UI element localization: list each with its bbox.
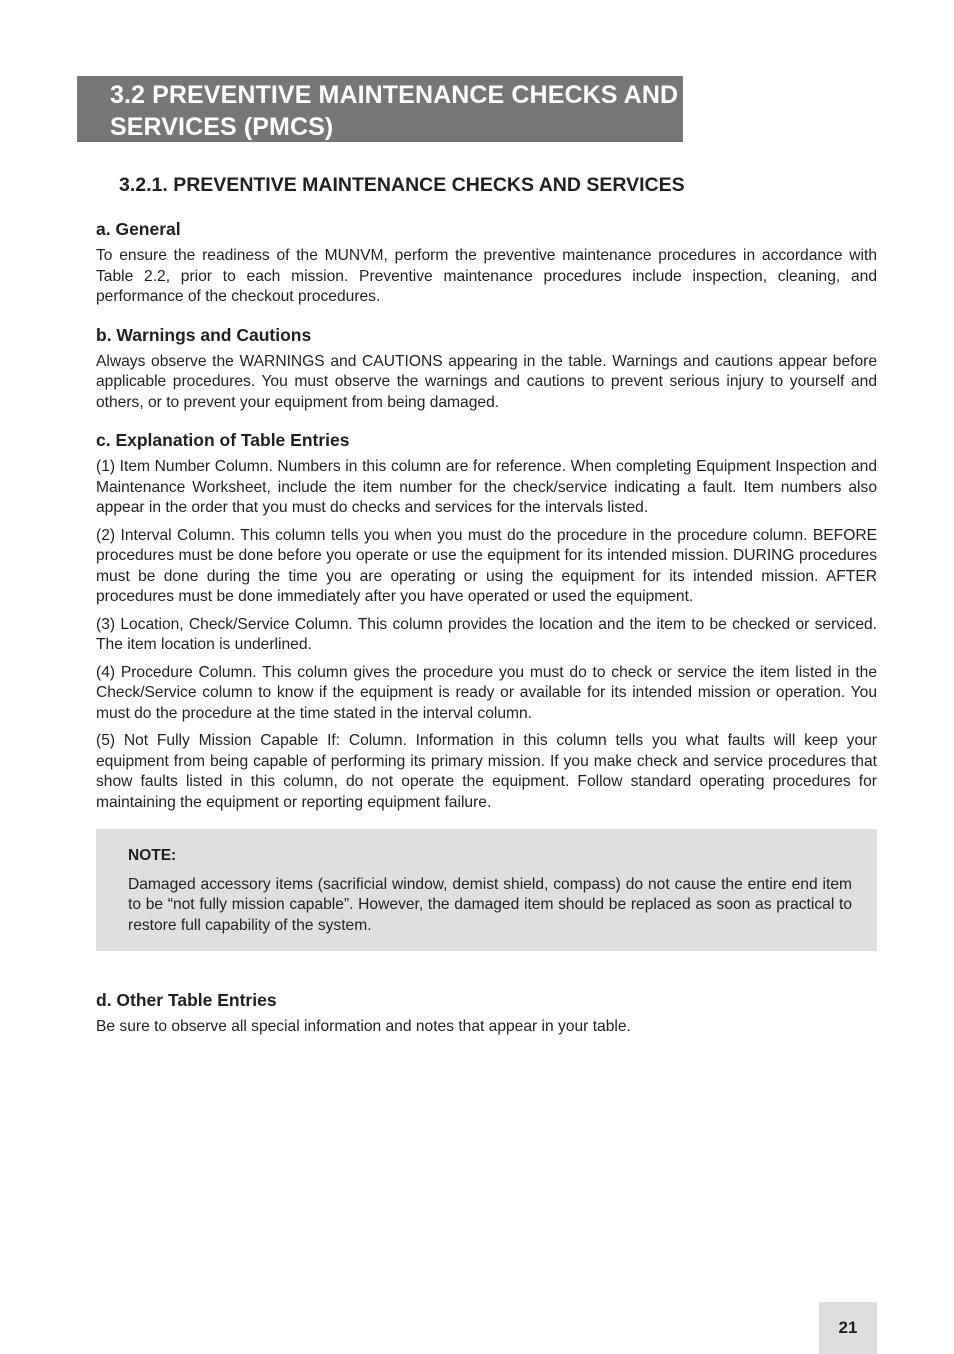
note-text: Damaged accessory items (sacrificial window, demist shield, compass) do not cause the entire end item to be “not fully mission capable”. However, the damaged item should be replaced as soon as practical to restore full capability of the system. — [128, 876, 852, 934]
explanation-item: (2) Interval Column. This column tells you when you must do the procedure in the procedure column. BEFORE procedures must be done before you operate or use the equipment for its intended mission. DURING procedures must be done during the time you are operating or using the equipment for its intended mission. AFTER procedures must be done immediately after you have operated or used the equipment. — [96, 526, 877, 605]
general-text: To ensure the readiness of the MUNVM, perform the preventive maintenance procedures in accordance with Table 2.2, prior to each mission. Preventive maintenance procedures include inspection, cleaning, and performance of the checkout procedures. — [96, 247, 877, 305]
main-content — [96, 218, 877, 1037]
warnings-heading: b. Warnings and Cautions — [96, 324, 312, 345]
warnings-section — [96, 324, 877, 414]
general-heading: a. General — [96, 219, 181, 239]
other-heading: d. Other Table Entries — [96, 989, 277, 1010]
explanation-item: (3) Location, Check/Service Column. This column provides the location and the item to be checked or serviced. The item location is underlined. — [96, 615, 877, 653]
section-banner — [77, 76, 683, 142]
other-text: Be sure to observe all special information and notes that appear in your table. — [96, 1017, 631, 1035]
explanation-item: (1) Item Number Column. Numbers in this column are for reference. When completing Equipment Inspection and Maintenance Worksheet, include the item number for the check/service indicating a fault. Item numbers also appear in the order that you must do checks and services for the intervals listed. — [96, 458, 877, 516]
explanation-heading: c. Explanation of Table Entries — [96, 430, 350, 450]
section-title: 3.2 PREVENTIVE MAINTENANCE CHECKS AND SERVICES (PMCS) — [110, 81, 679, 141]
explanation-item: (5) Not Fully Mission Capable If: Column. Information in this column tells you what faults will keep your equipment from being capable of performing its primary mission. If you make check and service procedures that show faults listed in this column, do not operate the equipment. Follow standard operating procedures for maintaining the equipment or reporting equipment failure. — [96, 732, 877, 811]
explanation-item: (4) Procedure Column. This column gives the procedure you must do to check or service the item listed in the Check/Service column to know if the equipment is ready or available for its intended mission or operation. You must do the procedure at the time stated in the interval column. — [96, 663, 877, 722]
note-label: NOTE: — [128, 847, 177, 864]
explanation-section — [96, 429, 877, 813]
general-section — [96, 218, 877, 308]
warnings-text: Always observe the WARNINGS and CAUTIONS appearing in the table. Warnings and cautions appear before applicable procedures. You must observe the warnings and cautions to prevent serious injury to yourself and others, or to prevent your equipment from being damaged. — [96, 352, 877, 411]
note-box — [96, 829, 877, 951]
subsection-title: 3.2.1. PREVENTIVE MAINTENANCE CHECKS AND SERVICES — [119, 174, 685, 196]
page-number: 21 — [819, 1302, 877, 1354]
other-section — [96, 989, 877, 1038]
